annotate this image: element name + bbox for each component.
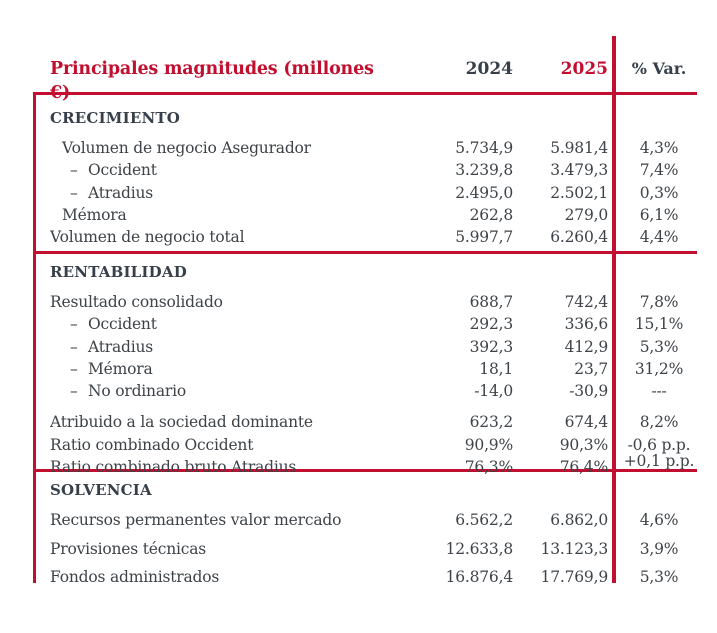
row-label bbox=[50, 291, 398, 313]
value-2024: 623,2 bbox=[469, 413, 513, 432]
value-var: 15,1% bbox=[634, 315, 684, 334]
table-row bbox=[50, 336, 710, 358]
table-row bbox=[50, 291, 710, 313]
value-2025: 279,0 bbox=[564, 205, 608, 224]
row-label bbox=[50, 313, 398, 335]
row-label-text: Ratio combinado bruto Atradius bbox=[50, 458, 297, 477]
dash-bullet: – bbox=[70, 337, 78, 356]
dash-bullet: – bbox=[70, 315, 78, 334]
row-label-text: Atradius bbox=[88, 183, 154, 202]
row-label-text: Volumen de negocio Asegurador bbox=[62, 139, 311, 157]
value-2025: 3.479,3 bbox=[550, 161, 608, 180]
column-header-2024: 2024 bbox=[465, 59, 513, 79]
value-2025: 17.769,9 bbox=[540, 568, 608, 587]
row-label bbox=[50, 182, 398, 204]
row-label bbox=[50, 434, 398, 456]
dash-bullet: – bbox=[70, 183, 78, 202]
value-2025: 742,4 bbox=[564, 293, 608, 311]
value-2024: 90,9% bbox=[464, 435, 513, 454]
row-label-text: Mémora bbox=[88, 359, 153, 378]
row-label-text: Atribuido a la sociedad dominante bbox=[50, 413, 313, 432]
row-label-text: Mémora bbox=[62, 205, 127, 224]
row-label bbox=[50, 137, 398, 159]
value-var: 8,2% bbox=[639, 413, 679, 432]
table-row bbox=[50, 313, 710, 335]
dash-bullet: – bbox=[70, 359, 78, 378]
value-2024: 18,1 bbox=[479, 359, 513, 378]
value-var: 4,4% bbox=[639, 228, 679, 247]
table-row bbox=[50, 226, 710, 248]
column-header-2025: 2025 bbox=[560, 59, 608, 79]
value-2025: 13.123,3 bbox=[540, 539, 608, 558]
value-var: 6,1% bbox=[639, 205, 679, 224]
value-var: --- bbox=[651, 382, 667, 401]
row-label bbox=[50, 411, 398, 433]
value-2025: -30,9 bbox=[569, 382, 608, 401]
row-label bbox=[50, 535, 398, 564]
value-2024: 2.495,0 bbox=[455, 183, 513, 202]
table-row bbox=[50, 506, 710, 535]
value-var: 0,3% bbox=[639, 183, 679, 202]
value-2024: 688,7 bbox=[469, 293, 513, 311]
section-title: RENTABILIDAD bbox=[50, 263, 187, 281]
value-2025: 336,6 bbox=[564, 315, 608, 334]
row-label-text: Volumen de negocio total bbox=[50, 228, 245, 247]
row-label-text: Occident bbox=[88, 161, 157, 180]
column-header-var: % Var. bbox=[631, 59, 687, 78]
value-2024: 292,3 bbox=[469, 315, 513, 334]
table-row bbox=[50, 380, 710, 402]
table-row bbox=[50, 182, 710, 204]
value-var: 5,3% bbox=[639, 337, 679, 356]
value-2025: 5.981,4 bbox=[550, 139, 608, 157]
section-solvencia bbox=[50, 472, 710, 592]
row-label bbox=[50, 204, 398, 226]
value-2025: 6.862,0 bbox=[550, 511, 608, 529]
value-2024: 76,3% bbox=[464, 458, 513, 477]
row-label bbox=[50, 506, 398, 535]
row-label bbox=[50, 226, 398, 248]
value-2024: -14,0 bbox=[474, 382, 513, 401]
value-2025: 6.260,4 bbox=[550, 228, 608, 247]
section-title: CRECIMIENTO bbox=[50, 109, 180, 127]
table-row bbox=[50, 358, 710, 380]
row-label-text: No ordinario bbox=[88, 382, 186, 401]
value-var: 4,3% bbox=[639, 139, 679, 157]
section-rentabilidad bbox=[50, 254, 710, 478]
table-row bbox=[50, 159, 710, 181]
value-2024: 262,8 bbox=[469, 205, 513, 224]
value-2025: 23,7 bbox=[574, 359, 608, 378]
value-2024: 16.876,4 bbox=[445, 568, 513, 587]
value-2025: 674,4 bbox=[564, 413, 608, 432]
row-label bbox=[50, 563, 398, 592]
table-row bbox=[50, 137, 710, 159]
row-label bbox=[50, 380, 398, 402]
value-2025: 412,9 bbox=[564, 337, 608, 356]
row-label bbox=[50, 358, 398, 380]
row-label-text: Occident bbox=[88, 315, 157, 334]
section-rows bbox=[50, 291, 710, 478]
row-label-text: Ratio combinado Occident bbox=[50, 435, 254, 454]
row-label-text: Provisiones técnicas bbox=[50, 539, 207, 558]
row-label-text: Fondos administrados bbox=[50, 568, 220, 587]
value-2025: 76,4% bbox=[559, 458, 608, 477]
value-2025: 2.502,1 bbox=[550, 183, 608, 202]
table-left-border bbox=[33, 92, 36, 583]
row-label-text: Atradius bbox=[88, 337, 154, 356]
value-var: 5,3% bbox=[639, 568, 679, 587]
table-row bbox=[50, 563, 710, 592]
value-2024: 5.997,7 bbox=[455, 228, 513, 247]
section-crecimiento bbox=[50, 92, 710, 248]
dash-bullet: – bbox=[70, 382, 78, 401]
table-row bbox=[50, 535, 710, 564]
section-title: SOLVENCIA bbox=[50, 481, 152, 499]
row-label-text: Resultado consolidado bbox=[50, 293, 223, 311]
value-var: 7,4% bbox=[639, 161, 679, 180]
value-2025: 90,3% bbox=[559, 435, 608, 454]
value-2024: 12.633,8 bbox=[445, 539, 513, 558]
page-title: Principales magnitudes (millones €) bbox=[50, 59, 374, 103]
value-2024: 5.734,9 bbox=[455, 139, 513, 157]
row-label bbox=[50, 336, 398, 358]
row-label-text: Recursos permanentes valor mercado bbox=[50, 511, 342, 529]
table-row bbox=[50, 411, 710, 433]
table-row bbox=[50, 204, 710, 226]
section-rows bbox=[50, 506, 710, 592]
value-var: 4,6% bbox=[639, 511, 679, 529]
value-2024: 6.562,2 bbox=[455, 511, 513, 529]
value-2024: 3.239,8 bbox=[455, 161, 513, 180]
row-label bbox=[50, 159, 398, 181]
value-2024: 392,3 bbox=[469, 337, 513, 356]
value-var: 7,8% bbox=[639, 293, 679, 311]
value-var: +0,1 p.p. bbox=[623, 452, 695, 471]
value-var: -0,6 p.p. bbox=[627, 435, 691, 454]
dash-bullet: – bbox=[70, 161, 78, 180]
value-var: 3,9% bbox=[639, 539, 679, 558]
value-var: 31,2% bbox=[634, 359, 684, 378]
section-rows bbox=[50, 137, 710, 248]
